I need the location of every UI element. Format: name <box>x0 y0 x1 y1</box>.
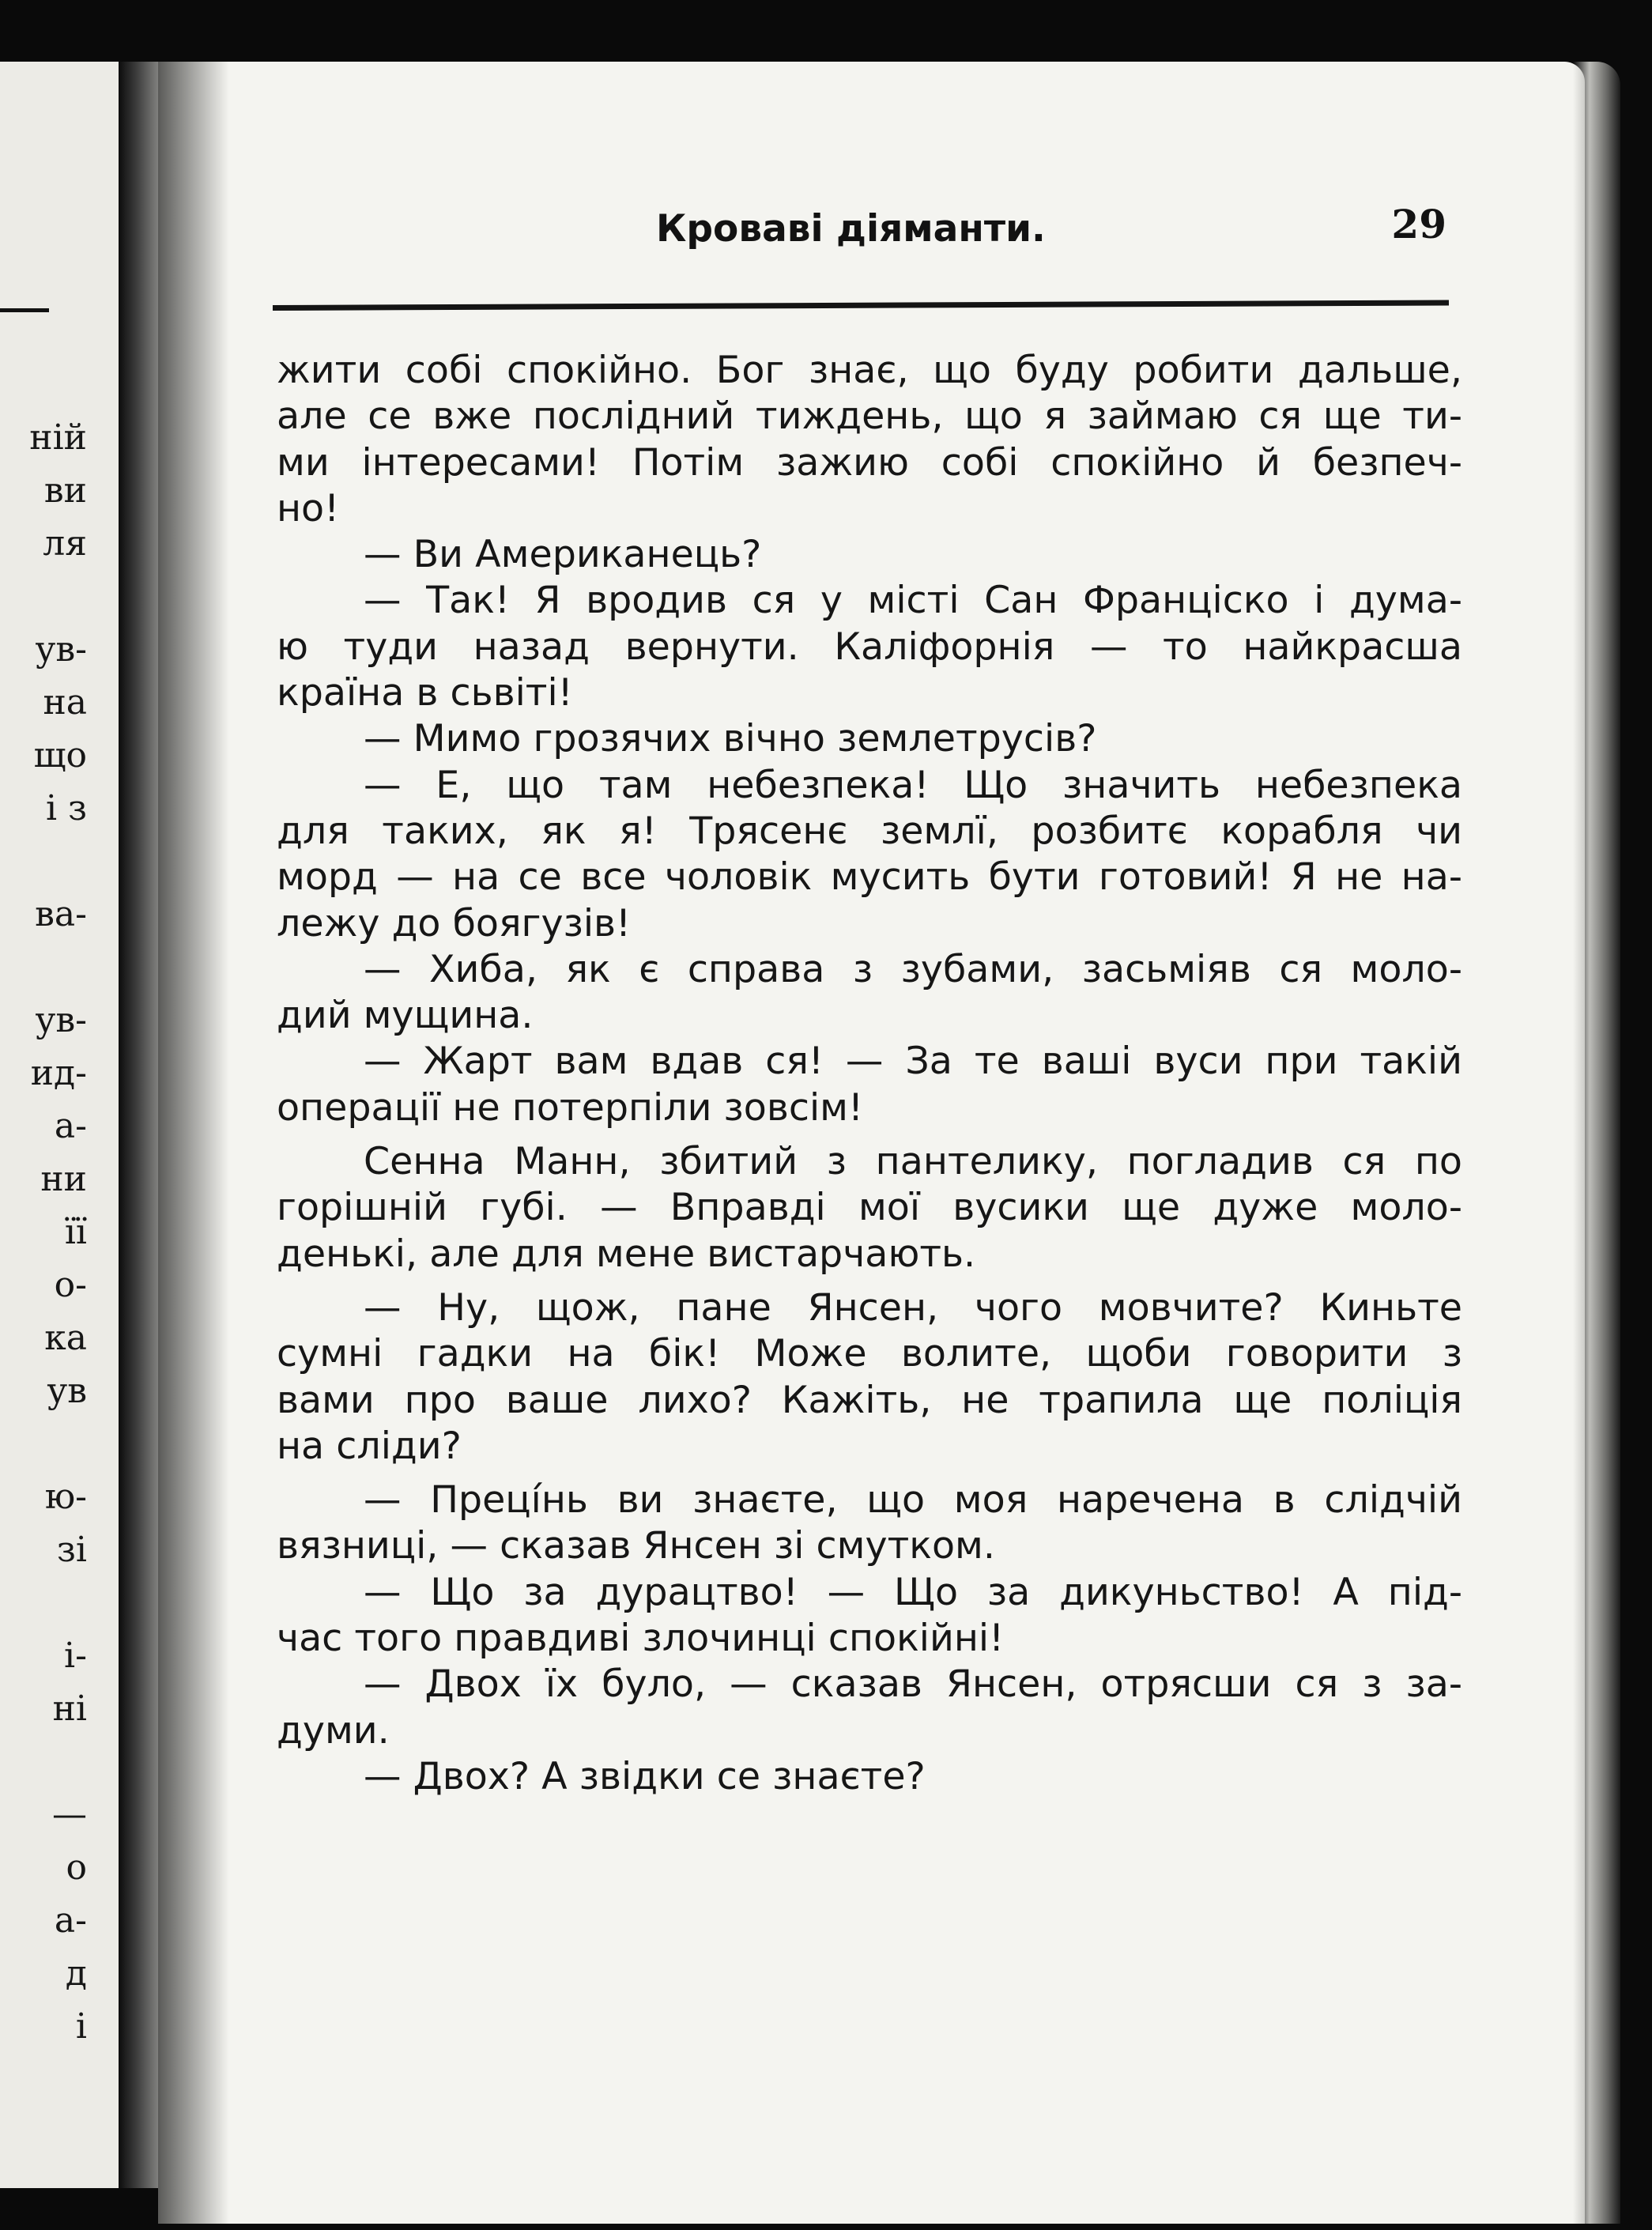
left-page-header-rule <box>0 308 49 312</box>
left-page-fragment: і- <box>64 1636 87 1676</box>
left-page-fragment: ви <box>43 470 87 511</box>
text-line: но! <box>277 486 340 530</box>
text-line: ю туди назад вернути. Каліфорнія — то найкрасша <box>277 624 1462 669</box>
left-page-text-fragments <box>0 411 87 2053</box>
left-page-fragment: ка <box>44 1318 87 1358</box>
text-line: Сенна Манн, збитий з пантелику, погладив ся по <box>364 1140 1462 1184</box>
left-page-fragment: ній <box>29 417 87 458</box>
text-line: денькі, але для мене вистарчають. <box>277 1232 976 1276</box>
text-line: для таких, як я! Трясенє землї, розбитє корабля чи <box>277 809 1462 853</box>
running-head-title: Кроваві діяманти. <box>656 207 1046 251</box>
text-line: час того правдиві злочинці спокійні! <box>277 1617 1005 1661</box>
left-page-fragment: ув- <box>35 629 87 670</box>
left-page-fragment: на <box>43 682 87 723</box>
text-line: — Ну, щож, пане Янсен, чого мовчите? Киньте <box>364 1285 1462 1330</box>
left-page-fragment: а- <box>54 1900 87 1941</box>
text-line: сумні гадки на бік! Може волите, щоби говорити з <box>277 1332 1462 1376</box>
text-line: — Так! Я вродив ся у місті Сан Франціско і дума- <box>364 579 1462 623</box>
text-line: — Двох їх було, — сказав Янсен, отрясши ся з за- <box>364 1662 1462 1707</box>
text-line: — Преці́нь ви знаєте, що моя наречена в слідчій <box>364 1478 1462 1523</box>
left-page-fragment: а- <box>54 1106 87 1146</box>
text-line: — Що за дурацтво! — Що за дикуньство! А під- <box>364 1570 1462 1614</box>
left-page-fragment: д <box>65 1953 87 1994</box>
left-page-fragment: зі <box>56 1530 87 1570</box>
left-page-fragment: і <box>75 2006 87 2047</box>
left-page-fragment: і з <box>45 788 87 828</box>
left-page-fragment <box>0 1576 87 1629</box>
left-page-fragment: ув <box>47 1371 87 1411</box>
left-page-fragment <box>0 835 87 888</box>
left-page-fragment: що <box>33 735 87 775</box>
text-line: думи. <box>277 1708 390 1753</box>
left-page-fragment <box>0 570 87 623</box>
text-line: — Мимо грозячих вічно землетрусів? <box>364 717 1097 761</box>
text-line: операції не потерпіли зовсім! <box>277 1085 864 1130</box>
text-line: вами про ваше лихо? Кажіть, не трапила ще поліція <box>277 1378 1462 1422</box>
left-page-fragment: її <box>64 1212 87 1252</box>
left-page-fragment: — <box>52 1794 87 1835</box>
page-number: 29 <box>1391 201 1446 247</box>
text-line: вязниці, — сказав Янсен зі смутком. <box>277 1524 995 1568</box>
text-line: — Ви Американець? <box>364 533 762 577</box>
left-page-fragment <box>0 1417 87 1470</box>
left-page-fragment: о <box>66 1847 87 1888</box>
page-edge-shadow <box>1573 62 1620 2224</box>
text-line: лежу до боягузів! <box>277 901 632 945</box>
left-page-fragment: ю- <box>44 1477 87 1517</box>
body-text <box>277 348 1462 1800</box>
text-line: дий мущина. <box>277 994 534 1038</box>
text-line: ми інтересами! Потім зажию собі спокійно й безпеч- <box>277 440 1462 485</box>
page-gutter-shade <box>158 62 229 2224</box>
running-head <box>269 201 1446 278</box>
left-page-fragment: о- <box>54 1265 87 1305</box>
left-page-fragment: ні <box>52 1689 87 1729</box>
left-page-fragment: ва- <box>35 894 87 934</box>
left-page-fragment: ув- <box>35 1000 87 1040</box>
text-line: горішній губі. — Вправді мої вусики ще дуже моло- <box>277 1186 1462 1230</box>
text-line: жити собі спокійно. Бог знає, що буду робити дальше, <box>277 349 1462 392</box>
left-page-fragment: ид- <box>30 1053 87 1093</box>
left-page-fragment: ни <box>40 1159 87 1199</box>
text-line: — Е, що там небезпека! Що значить небезпека <box>364 763 1462 807</box>
left-page-fragment <box>0 941 87 994</box>
left-page-fragment <box>0 1735 87 1788</box>
text-line: країна в сьвіті! <box>277 671 573 715</box>
text-line: — Хиба, як є справа з зубами, засьміяв ся моло- <box>364 947 1462 991</box>
text-line: морд — на се все чоловік мусить бути готовий! Я не на- <box>277 855 1462 900</box>
text-line: — Жарт вам вдав ся! — За те ваші вуси при такій <box>364 1040 1462 1084</box>
text-line: — Двох? А звідки се знаєте? <box>364 1754 926 1798</box>
text-line: на сліди? <box>277 1424 462 1468</box>
left-page-fragment: ля <box>43 523 87 564</box>
text-line: але се вже послідний тиждень, що я займаю ся ще ти- <box>277 394 1462 439</box>
